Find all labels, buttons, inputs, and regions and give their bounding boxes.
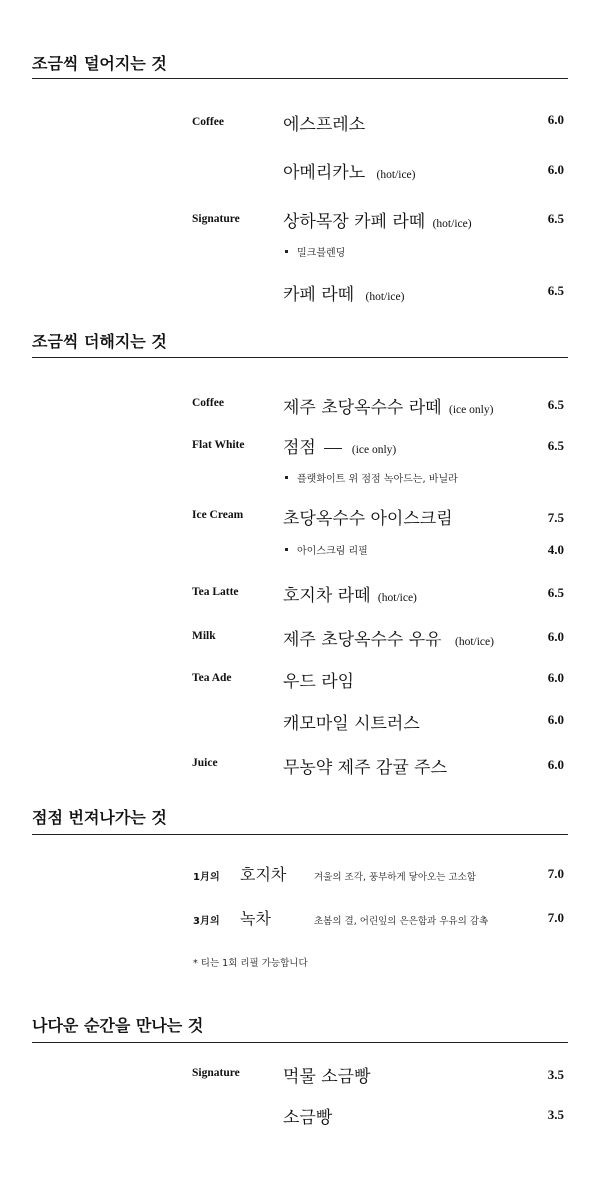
section-title: 나다운 순간을 만나는 것 [32,1016,204,1035]
menu-item-price: 6.5 [547,283,564,298]
menu-item-price: 3.5 [547,1107,564,1122]
menu-item-price: 6.0 [547,757,564,772]
menu-item-price: 6.5 [547,211,564,226]
menu-item-note: (hot/ice) [365,291,405,303]
section-divider [32,1042,568,1043]
menu-category: Flat White [192,439,245,451]
menu-item-price: 7.0 [547,910,564,925]
menu-item-note: (hot/ice) [376,169,416,181]
section-title: 조금씩 더해지는 것 [32,332,167,351]
menu-item-name: 제주 초당옥수수 라떼 (ice only) [283,398,494,418]
menu-item-price: 6.5 [547,585,564,600]
menu-item-price: 6.5 [547,397,564,412]
menu-category: Milk [192,630,216,642]
menu-item-subprice: 4.0 [547,542,564,557]
menu-item-price: 7.0 [547,866,564,881]
menu-item-price: 7.5 [547,510,564,525]
menu-item-note: (ice only) [351,444,397,456]
menu-category: Coffee [192,397,224,409]
menu-category: Ice Cream [192,509,244,521]
menu-item-note: (ice only) [449,404,494,416]
menu-item-note: (hot/ice) [432,218,472,230]
menu-item-name: 상하목장 카페 라떼 (hot/ice) [283,212,472,232]
menu-item-name: 에스프레소 [283,115,366,135]
menu-item-name: 아메리카노 (hot/ice) [283,163,416,183]
menu-item-name: 카페 라떼 (hot/ice) [283,285,405,305]
tea-description: 겨울의 조각, 풍부하게 닿아오는 고소함 [314,872,476,883]
menu-item-name: 무농약 제주 감귤 주스 [283,758,448,778]
menu-category: Tea Latte [192,586,239,598]
bullet-icon [285,548,288,551]
tea-name: 호지차 [240,865,287,884]
section-divider [32,78,568,79]
menu-item-subnote: 밀크블렌딩 [297,248,346,259]
menu-item-price: 6.0 [547,112,564,127]
menu-category: Coffee [192,116,224,128]
menu-item-name: 소금빵 [283,1108,333,1128]
menu-item-price: 6.5 [547,438,564,453]
menu-item-subnote: 아이스크림 리필 [297,546,368,557]
menu-item-name: 우드 라임 [283,672,355,692]
menu-item-price: 6.0 [547,670,564,685]
menu-item-note: (hot/ice) [455,636,494,648]
dash-divider [324,448,342,449]
menu-item-name: 호지차 라떼 (hot/ice) [283,586,417,606]
menu-category: Signature [192,213,240,225]
section-divider [32,357,568,358]
section-divider [32,834,568,835]
menu-item-name: 초당옥수수 아이스크림 [283,509,453,529]
menu-item-price: 6.0 [547,162,564,177]
section-title: 조금씩 덜어지는 것 [32,54,167,73]
menu-item-name: 점점 (ice only) [283,438,397,458]
menu-item-price: 6.0 [547,629,564,644]
menu-item-name: 캐모마일 시트러스 [283,714,420,734]
tea-month: 1月의 [193,872,220,883]
menu-category: Juice [192,757,218,769]
menu-category: Tea Ade [192,672,232,684]
footnote: * 티는 1회 리필 가능합니다 [193,958,308,969]
menu-item-price: 3.5 [547,1067,564,1082]
bullet-icon [285,476,288,479]
menu-item-name: 제주 초당옥수수 우유 (hot/ice) [283,630,494,650]
menu-item-subnote: 플랫화이트 위 점점 녹아드는, 바닐라 [297,474,458,485]
menu-category: Signature [192,1067,240,1079]
tea-description: 초봄의 결, 어린잎의 은은함과 우유의 감촉 [314,916,489,927]
bullet-icon [285,250,288,253]
menu-item-note: (hot/ice) [377,592,417,604]
tea-month: 3月의 [193,916,220,927]
menu-item-name: 먹물 소금빵 [283,1067,371,1087]
menu-item-price: 6.0 [547,712,564,727]
tea-name: 녹차 [240,909,271,928]
section-title: 점점 번져나가는 것 [32,808,167,827]
